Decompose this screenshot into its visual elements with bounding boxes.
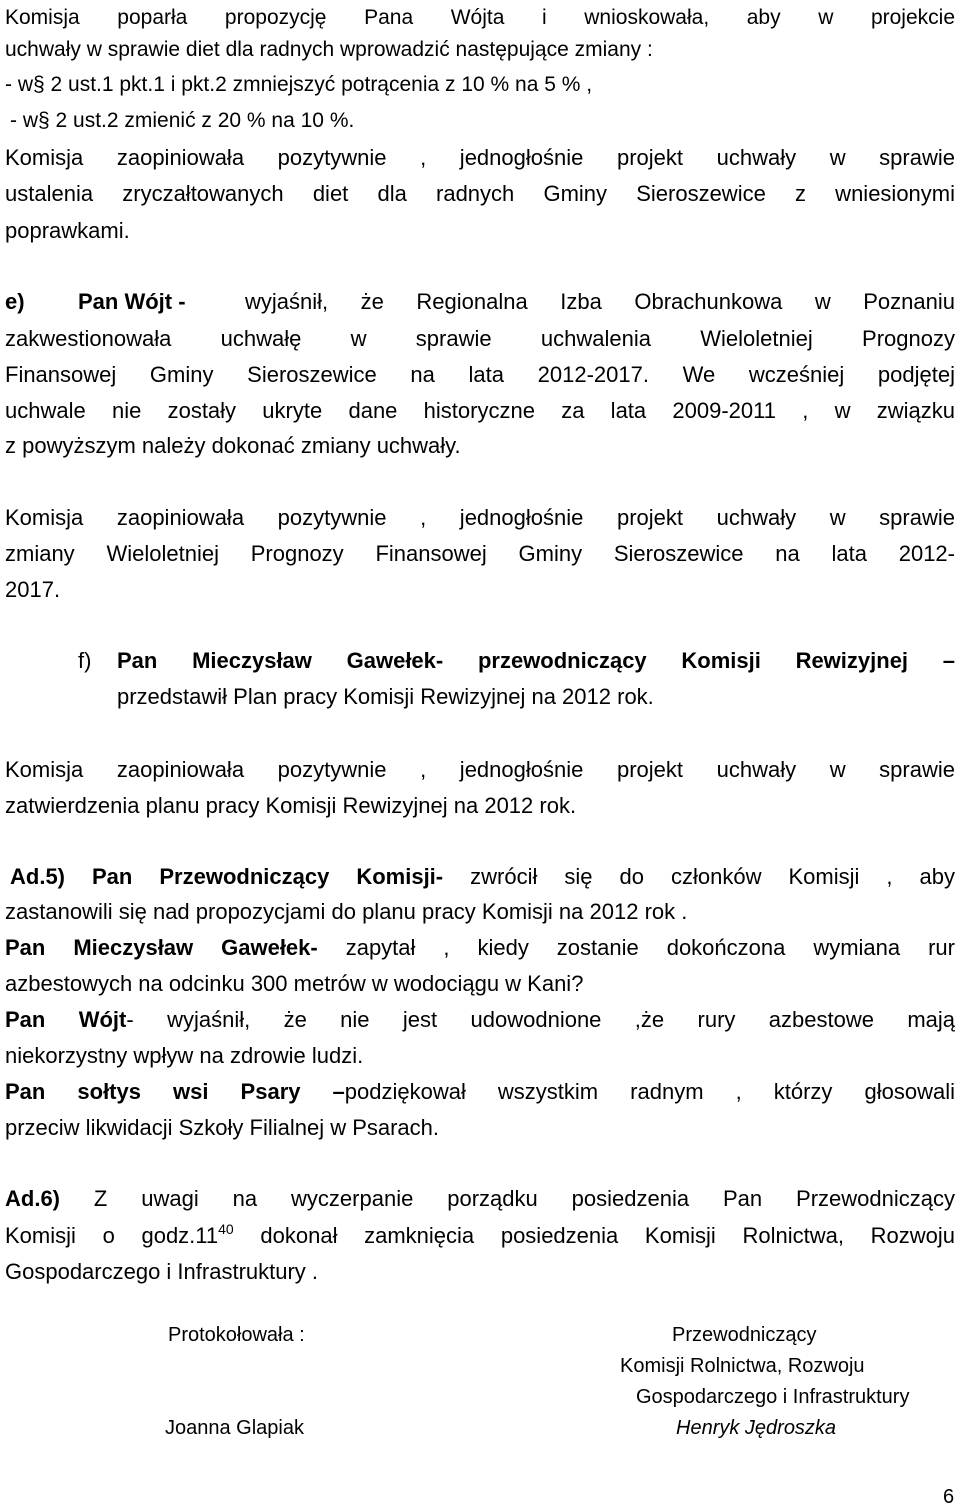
diet-opinion-line: ustalenia zryczałtowanych diet dla radnych Gminy Sieroszewice z wniesionymi bbox=[5, 181, 955, 206]
item-f-line: przedstawił Plan pracy Komisji Rewizyjnej na 2012 rok. bbox=[117, 684, 654, 709]
answer-line bbox=[5, 1002, 955, 1038]
question-text: zapytał , kiedy zostanie dokończona wymiana rur bbox=[317, 935, 955, 960]
diet-amendment-line: uchwały w sprawie diet dla radnych wprowadzić następujące zmiany : bbox=[5, 38, 653, 61]
ad5-text: zwrócił się do członków Komisji , aby bbox=[443, 864, 955, 889]
item-e-speaker: Pan Wójt - bbox=[78, 289, 186, 314]
ad6-text: Z uwagi na wyczerpanie porządku posiedzenia Pan Przewodniczący bbox=[60, 1186, 955, 1211]
ad6-line bbox=[5, 1218, 955, 1254]
question-line: azbestowych na odcinku 300 metrów w wodociągu w Kani? bbox=[5, 971, 584, 996]
item-e-label: e) bbox=[5, 289, 25, 314]
page-number: 6 bbox=[943, 1486, 955, 1508]
diet-opinion-line: poprawkami. bbox=[5, 218, 130, 243]
ad5-line bbox=[10, 859, 955, 895]
item-e-line: z powyższym należy dokonać zmiany uchwały. bbox=[5, 433, 461, 458]
chair-title-line: Gospodarczego i Infrastruktury bbox=[636, 1386, 910, 1408]
recorder-name: Joanna Glapiak bbox=[165, 1417, 304, 1439]
chair-title-line: Przewodniczący bbox=[672, 1324, 817, 1346]
diet-amendment-line: Komisja poparła propozycję Pana Wójta i wnioskowała, aby w projekcie bbox=[5, 6, 955, 29]
answer-text: - wyjaśnił, że nie jest udowodnione ,że rury azbestowe mają bbox=[126, 1007, 955, 1032]
item-e-line: wyjaśnił, że Regionalna Izba Obrachunkowa w Poznaniu bbox=[245, 289, 955, 314]
diet-amendment-line: - w§ 2 ust.2 zmienić z 20 % na 10 %. bbox=[10, 109, 355, 132]
ad6-time-text: Komisji o godz.11 bbox=[5, 1223, 219, 1248]
thanks-line: przeciw likwidacji Szkoły Filialnej w Psarach. bbox=[5, 1115, 440, 1140]
diet-amendment-line: - w§ 2 ust.1 pkt.1 i pkt.2 zmniejszyć potrącenia z 10 % na 5 % , bbox=[5, 73, 593, 96]
thanks-text: podziękował wszystkim radnym , którzy głosowali bbox=[344, 1079, 955, 1104]
chair-name: Henryk Jędroszka bbox=[676, 1417, 837, 1439]
thanks-speaker: Pan sołtys wsi Psary – bbox=[5, 1079, 345, 1104]
wpf-opinion-line: Komisja zaopiniowała pozytywnie , jednogłośnie projekt uchwały w sprawie bbox=[5, 505, 955, 530]
chair-title-line: Komisji Rolnictwa, Rozwoju bbox=[620, 1355, 865, 1377]
item-f-speaker: Pan Mieczysław Gawełek- przewodniczący Komisji Rewizyjnej – bbox=[117, 648, 955, 673]
diet-opinion-line: Komisja zaopiniowała pozytywnie , jednogłośnie projekt uchwały w sprawie bbox=[5, 145, 955, 170]
ad6-line bbox=[5, 1181, 955, 1217]
item-e-line: Finansowej Gminy Sieroszewice na lata 2012-2017. We wcześniej podjętej bbox=[5, 362, 955, 387]
ad6-time-minutes: 40 bbox=[218, 1221, 234, 1237]
item-f-label: f) bbox=[78, 648, 92, 673]
thanks-line bbox=[5, 1074, 955, 1110]
ad5-line: zastanowili się nad propozycjami do planu pracy Komisji na 2012 rok . bbox=[5, 899, 688, 924]
item-e-line: uchwale nie zostały ukryte dane historyczne za lata 2009-2011 , w związku bbox=[5, 398, 955, 423]
answer-speaker: Pan Wójt bbox=[5, 1007, 127, 1032]
recorder-label: Protokołowała : bbox=[168, 1324, 305, 1346]
question-line bbox=[5, 930, 955, 966]
plan-opinion-line: Komisja zaopiniowała pozytywnie , jednogłośnie projekt uchwały w sprawie bbox=[5, 757, 955, 782]
ad6-heading: Ad.6) bbox=[5, 1186, 60, 1211]
answer-line: niekorzystny wpływ na zdrowie ludzi. bbox=[5, 1043, 364, 1068]
ad6-closing-text: dokonał zamknięcia posiedzenia Komisji Rolnictwa, Rozwoju bbox=[233, 1223, 956, 1248]
ad5-heading: Ad.5) Pan Przewodniczący Komisji- bbox=[10, 864, 444, 889]
question-speaker: Pan Mieczysław Gawełek- bbox=[5, 935, 318, 960]
wpf-opinion-line: 2017. bbox=[5, 577, 61, 602]
item-e-line: zakwestionowała uchwałę w sprawie uchwalenia Wieloletniej Prognozy bbox=[5, 326, 955, 351]
wpf-opinion-line: zmiany Wieloletniej Prognozy Finansowej Gminy Sieroszewice na lata 2012- bbox=[5, 541, 955, 566]
ad6-line: Gospodarczego i Infrastruktury . bbox=[5, 1259, 319, 1284]
plan-opinion-line: zatwierdzenia planu pracy Komisji Rewizyjnej na 2012 rok. bbox=[5, 793, 577, 818]
